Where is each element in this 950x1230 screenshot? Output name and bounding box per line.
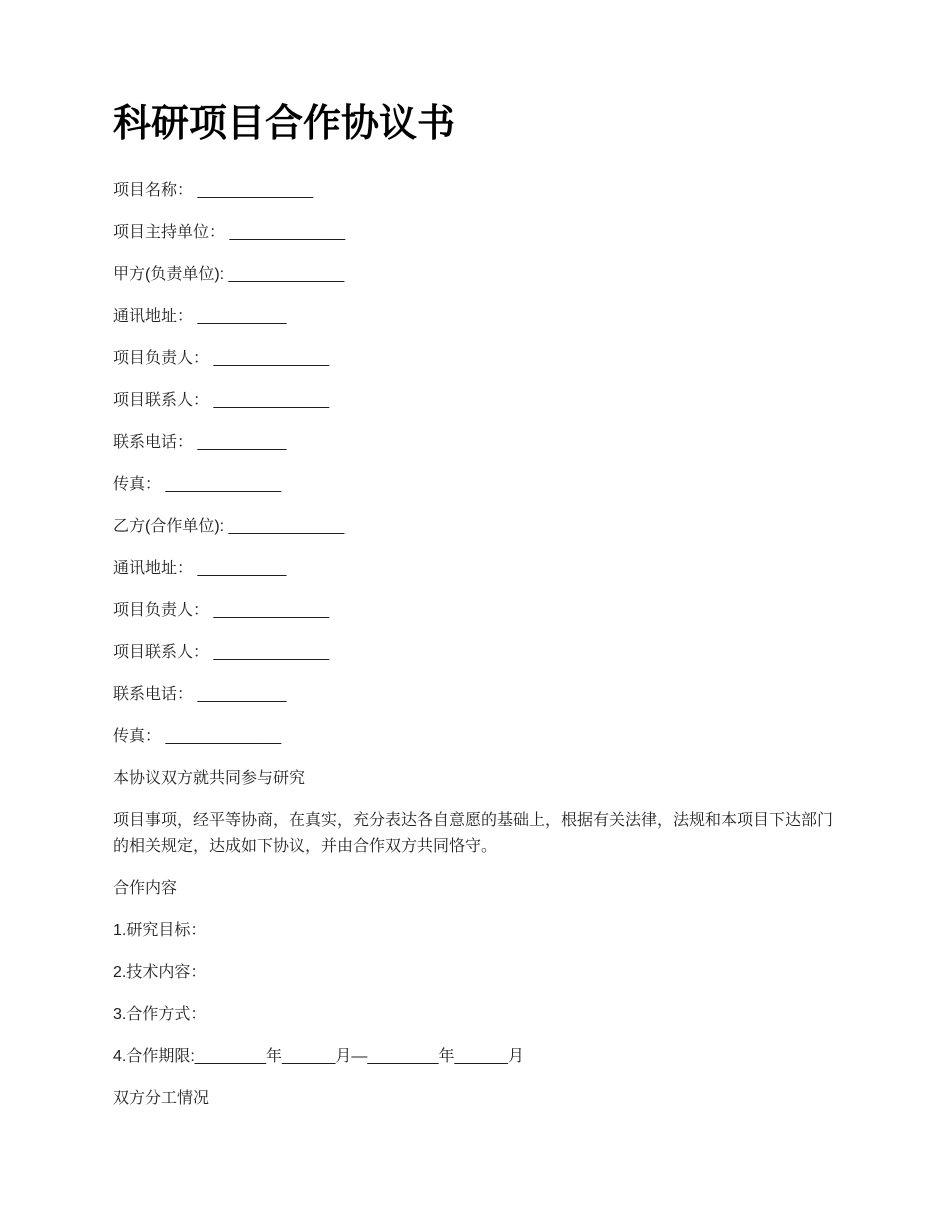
field-party-a-contact: 项目联系人： _____________	[113, 392, 330, 409]
section-cooperation-content: 合作内容	[113, 880, 178, 897]
field-party-b-address: 通讯地址： __________	[113, 560, 287, 577]
intro-lead-line: 本协议双方就共同参与研究	[113, 770, 306, 787]
section-division-of-work: 双方分工情况	[113, 1090, 210, 1107]
intro-paragraph: 项目事项，经平等协商，在真实，充分表达各自意愿的基础上，根据有关法律，法规和本项目下达部门的相关规定，达成如下协议，并由合作双方共同恪守。	[113, 812, 834, 855]
item-technical-content: 2.技术内容：	[113, 964, 207, 981]
item-cooperation-method: 3.合作方式：	[113, 1006, 207, 1023]
field-party-b: 乙方(合作单位): _____________	[113, 518, 345, 535]
field-party-a: 甲方(负责单位): _____________	[113, 266, 345, 283]
field-party-b-phone: 联系电话： __________	[113, 686, 287, 703]
field-party-a-phone: 联系电话： __________	[113, 434, 287, 451]
field-party-b-leader: 项目负责人： _____________	[113, 602, 330, 619]
page-title: 科研项目合作协议书	[113, 103, 456, 145]
field-party-a-fax: 传真： _____________	[113, 476, 282, 493]
item-research-goal: 1.研究目标：	[113, 922, 207, 939]
field-party-b-fax: 传真： _____________	[113, 728, 282, 745]
field-project-name: 项目名称： _____________	[113, 182, 314, 199]
field-party-a-leader: 项目负责人： _____________	[113, 350, 330, 367]
item-cooperation-period: 4.合作期限:________年______月—________年______月	[113, 1048, 524, 1065]
field-host-unit: 项目主持单位： _____________	[113, 224, 346, 241]
field-party-b-contact: 项目联系人： _____________	[113, 644, 330, 661]
field-party-a-address: 通讯地址： __________	[113, 308, 287, 325]
